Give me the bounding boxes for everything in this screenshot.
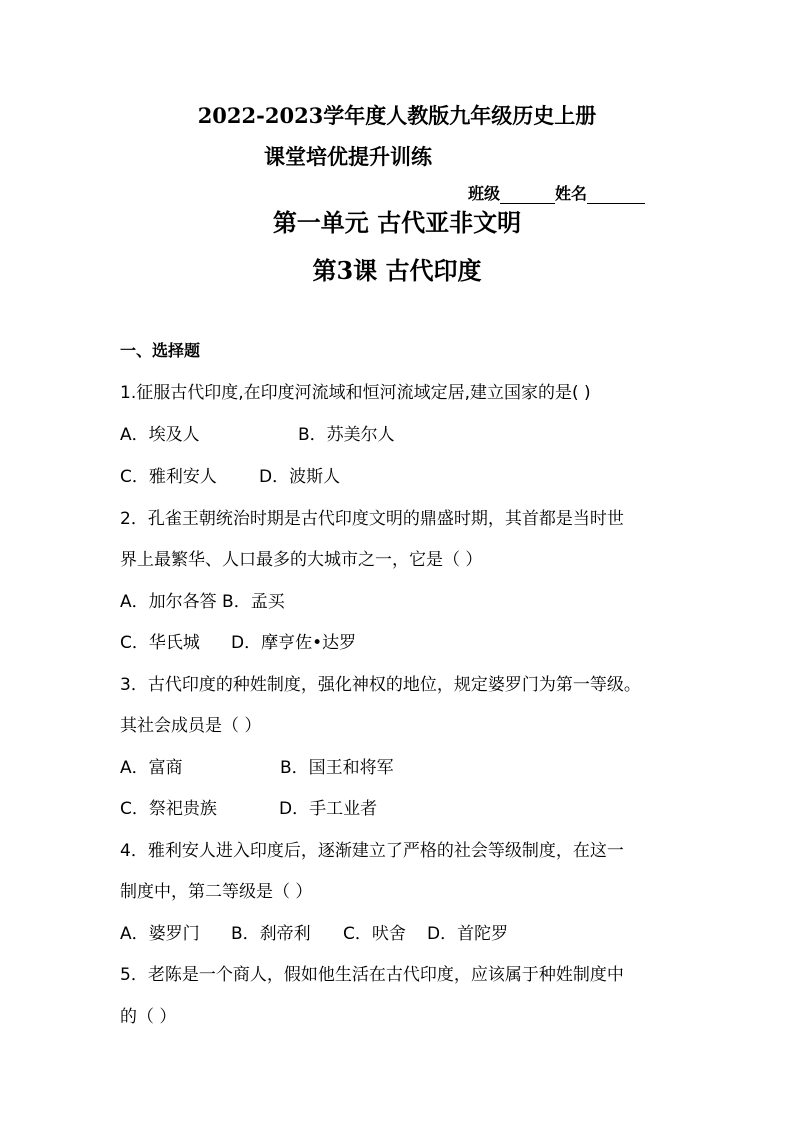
question-5-stem-line-1: 5．老陈是一个商人，假如他生活在古代印度，应该属于种姓制度中: [120, 965, 624, 985]
question-3-options-row-2: [120, 794, 377, 819]
option-c: C．吠舍: [343, 924, 406, 944]
question-4-stem-line-1: 4．雅利安人进入印度后，逐渐建立了严格的社会等级制度，在这一: [120, 841, 624, 861]
question-5-stem-line-2: 的（ ）: [120, 1007, 177, 1027]
option-c: C．祭祀贵族: [120, 799, 217, 819]
option-c: C．华氏城: [120, 633, 200, 653]
option-b: B．国王和将军: [280, 758, 394, 778]
class-name-fields: [468, 181, 645, 204]
option-d: D．首陀罗: [427, 924, 509, 944]
question-4-stem-line-2: 制度中，第二等级是（ ）: [120, 882, 313, 902]
option-b: B．刹帝利: [231, 924, 311, 944]
question-2-stem-line-1: 2．孔雀王朝统治时期是古代印度文明的鼎盛时期，其首都是当时世: [120, 509, 624, 529]
option-a: A．婆罗门: [120, 924, 200, 944]
option-d: D．摩亨佐•达罗: [231, 633, 357, 653]
question-1-options-row-1: [120, 420, 395, 445]
option-a: A．富商: [120, 758, 183, 778]
question-3-stem-line-1: 3．古代印度的种姓制度，强化神权的地位，规定婆罗门为第一等级。: [120, 675, 641, 695]
question-3-options-row-1: [120, 753, 394, 778]
lesson-title: 第3课 古代印度: [312, 256, 482, 285]
question-1-stem: 1.征服古代印度,在印度河流域和恒河流域定居,建立国家的是( ): [120, 383, 591, 403]
document-title: 2022-2023学年度人教版九年级历史上册: [197, 103, 597, 128]
option-a: A．埃及人: [120, 425, 200, 445]
option-d: D．手工业者: [279, 799, 378, 819]
question-2-stem-line-2: 界上最繁华、人口最多的大城市之一，它是（ ）: [120, 550, 483, 570]
name-label: 姓名: [555, 184, 588, 203]
option-d: D．波斯人: [259, 467, 341, 487]
question-4-options-row-1: [120, 919, 508, 944]
name-blank: [587, 187, 645, 204]
question-1-options-row-2: [120, 462, 340, 487]
unit-title: 第一单元 古代亚非文明: [272, 208, 522, 237]
question-3-stem-line-2: 其社会成员是（ ）: [120, 716, 262, 736]
section-title: 一、选择题: [120, 341, 201, 360]
question-2-options-row-2: [120, 628, 356, 653]
option-c: C．雅利安人: [120, 467, 217, 487]
option-b: B．苏美尔人: [298, 425, 395, 445]
class-blank: [500, 187, 555, 204]
question-2-options-row-1: [120, 587, 285, 612]
class-label: 班级: [468, 184, 501, 203]
option-a-b: A．加尔各答 B．孟买: [120, 592, 285, 612]
document-subtitle: 课堂培优提升训练: [264, 144, 432, 169]
